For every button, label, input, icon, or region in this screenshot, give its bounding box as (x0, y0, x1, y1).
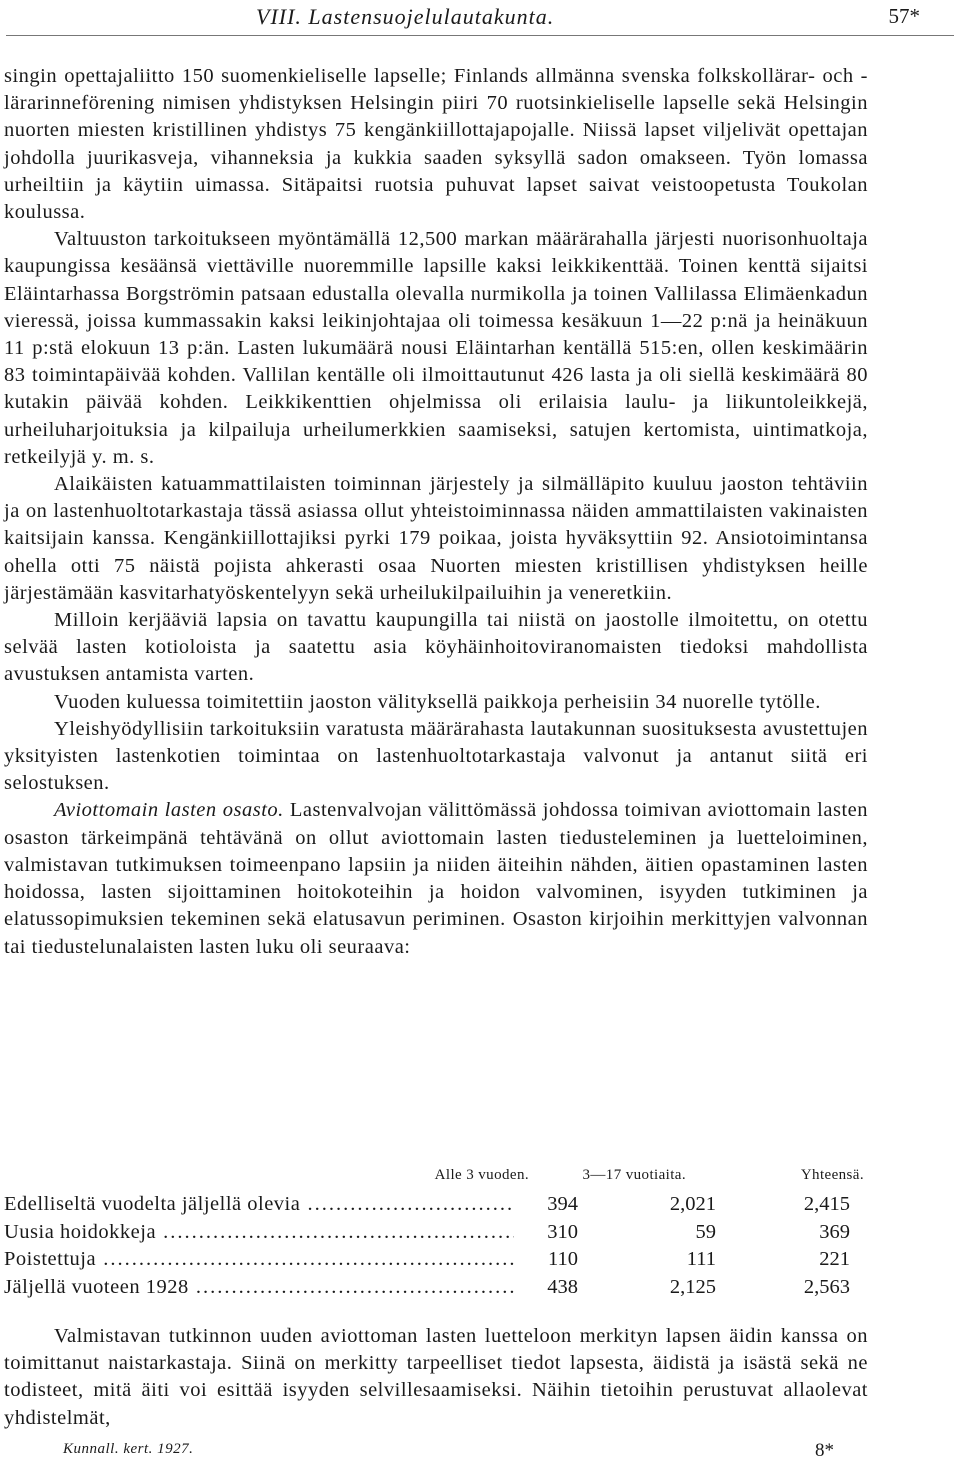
row-label: Poistettuja ..... (4, 1248, 514, 1271)
paragraph-2: Valtuuston tarkoitukseen myöntämällä 12,500 markan määrärahalla järjesti nuorisonhuoltaja kaupungissa kesäänsä viettäville nuoremmille lapsille kaksi leikkikenttää. Toinen kenttä sijaitsi Eläintarhassa Borgströmin patsaan edustalla olevalla nurmikolla ja toinen Vallilassa Elimäenkadun vieressä, joissa kummassakin kaksi leikinjohtajaa oli toimessa kesäkuun 1—22 p:nä ja heinäkuun 11 p:stä elokuun 13 p:än. Lasten lukumäärä nousi Eläintarhan kentällä 515:en, ollen keskimäärin 83 toimintapäivää kohden. Vallilan kentälle oli ilmoittautunut 426 lasta ja oli siellä keskimäärä 80 kutakin päivää kohden. Leikkikenttien ohjelmissa oli erilaisia laulu- ja liikuntoleikkejä, urheiluharjoituksia ja kilpailuja urheilumerkkien saamiseksi, satujen kertomista, uintimatkoja, retkeilyjä y. m. s. (4, 228, 868, 468)
section-paragraph-text: Lastenvalvojan välittömässä johdossa toimivan aviottomain lasten osaston tärkeimpänä tehtävänä on ollut aviottomain lasten tiedusteleminen ja luetteloiminen, valmistavan tutkimuksen toimeenpano lapsiin ja niiden äiteihin nähden, äitien opastaminen lasten hoidossa, lasten sijoittaminen hoitokoteihin ja hoidon valvominen, isyyden tutkiminen ja elatussopimuksien tekeminen sekä elatusavun periminen. Osaston kirjoihin merkittyjen valvonnan tai tiedustelunalaisten lasten luku oli seuraava: (4, 799, 868, 958)
cell-total: 2,563 (803, 1275, 850, 1298)
table-row (4, 1193, 864, 1221)
cell-under-3: 310 (547, 1220, 578, 1243)
table-row (4, 1221, 864, 1249)
cell-under-3: 394 (547, 1193, 578, 1215)
row-label: Jäljellä vuoteen 1928 ..... (4, 1276, 514, 1299)
paragraph-4: Milloin kerjääviä lapsia on tavattu kaupungilla tai niistä on jaostolle ilmoitettu, on otettu selvää lasten kotioloista ja saatettu asia köyhäinhoitoviranomaisten tiedoksi mahdollista avustuksen antamista varten. (4, 609, 868, 686)
section-heading: Aviottomain lasten osasto. (54, 799, 284, 822)
row-label: Uusia hoidokkeja ..... (4, 1221, 514, 1244)
footer-source: Kunnall. kert. 1927. (63, 1441, 194, 1457)
row-label: Edelliseltä vuodelta jäljellä olevia ..... (4, 1193, 514, 1216)
column-header-total: Yhteensä. (800, 1167, 864, 1183)
closing-text (4, 1323, 868, 1432)
cell-under-3: 110 (548, 1248, 578, 1270)
statistics-table (4, 1163, 864, 1303)
body-text (4, 63, 868, 961)
cell-3-17: 2,021 (669, 1193, 716, 1215)
paragraph-6: Yleishyödyllisiin tarkoituksiin varatusta määrärahasta lautakunnan suosituksesta avustettujen yksityisten lastenkotien toimintaa on lastenhuoltotarkastaja valvonut ja antanut siitä eri selostuksen. (4, 717, 868, 795)
cell-total: 2,415 (803, 1193, 850, 1215)
running-title: VIII. Lastensuojelulautakunta. (256, 4, 555, 29)
column-header-under-3: Alle 3 vuoden. (434, 1167, 529, 1183)
header-rule (6, 35, 954, 36)
cell-3-17: 59 (695, 1220, 716, 1243)
closing-paragraph: Valmistavan tutkinnon uuden aviottoman lasten luetteloon merkityn lapsen äidin kanssa on toimittanut naistarkastaja. Siinä on merkitty tarpeelliset tiedot lapsesta, äidistä ja isästä sekä ne todisteet, mitä äiti voi esittää isyyden selvillesaamiseksi. Näihin tietoihin perustuvat allaolevat yhdistelmät, (4, 1325, 868, 1429)
section-paragraph (4, 797, 868, 960)
paragraph-1: singin opettajaliitto 150 suomenkieliselle lapselle; Finlands allmänna svenska folkskollärar- och -lärarinneförening nimisen yhdistyksen Helsingin piiri 70 ruotsinkieliselle lapselle sekä Helsingin nuorten miesten kristillinen yhdistys 75 kengänkiillottajapojalle. Niissä lapset viljelivät opettajan johdolla juurikasveja, vihanneksia ja kukkia saaden syksyllä sadon omakseen. Työn lomassa urheiltiin ja käytiin uimassa. Sitäpaitsi ruotsia puhuvat lapset saivat veistoopetusta Toukolan koulussa. (4, 65, 868, 224)
cell-3-17: 111 (686, 1248, 716, 1270)
paragraph-3: Alaikäisten katuammattilaisten toiminnan järjestely ja silmälläpito kuuluu jaoston tehtäviin ja on lastenhuoltotarkastaja tässä asiassa ollut yhteistoiminnassa näiden ammattilaisten vakinaisten kaitsijain kanssa. Kengänkiillottajiksi pyrki 179 poikaa, joista hyväksyttiin 92. Ansiotoimintansa ohella otti 75 näistä pojista ahkerasti osaa Nuorten miesten kristillisen yhdistyksen heille järjestämään kasvitarhatyöskentelyyn sekä urheilukilpailuihin ja veneretkiin. (4, 473, 868, 604)
page-number: 57* (888, 4, 920, 28)
cell-total: 369 (819, 1220, 850, 1243)
cell-3-17: 2,125 (669, 1275, 716, 1298)
cell-under-3: 438 (547, 1275, 578, 1298)
cell-total: 221 (819, 1248, 850, 1270)
column-header-3-17: 3—17 vuotiaita. (582, 1167, 686, 1183)
table-row (4, 1276, 864, 1304)
table-row (4, 1248, 864, 1276)
signature-mark: 8* (815, 1440, 834, 1461)
page-header (0, 0, 960, 40)
paragraph-5: Vuoden kuluessa toimitettiin jaoston välityksellä paikkoja perheisiin 34 nuorelle tytölle. (54, 690, 821, 713)
table-header-row (4, 1163, 864, 1193)
